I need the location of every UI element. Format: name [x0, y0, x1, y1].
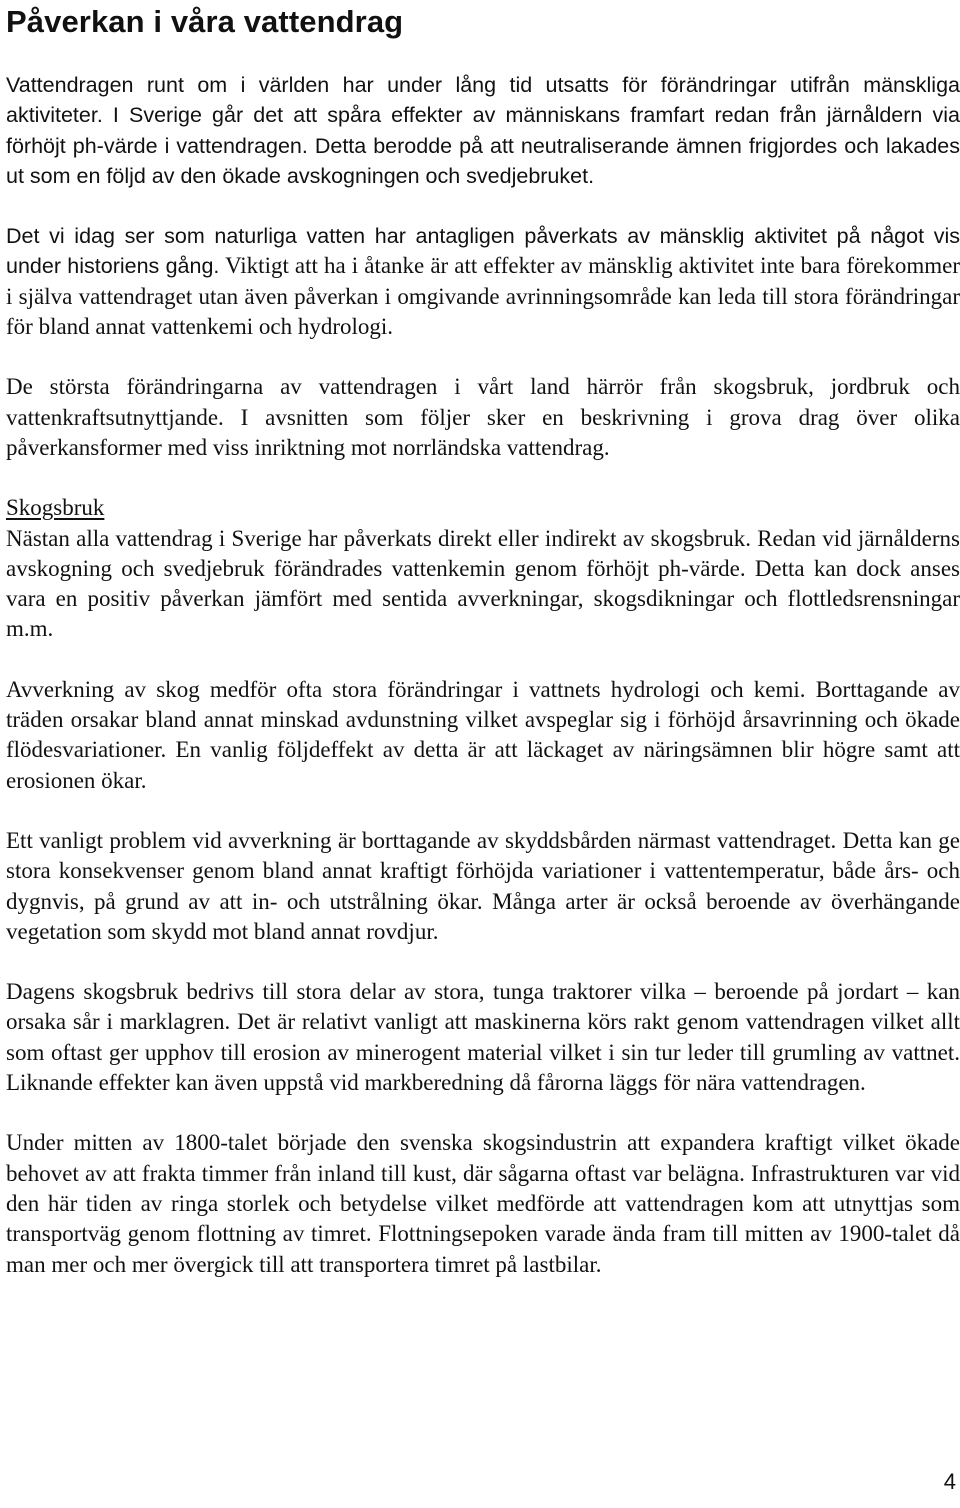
paragraph-natural-waters-lead: Det vi idag ser som naturliga vatten har antagligen påverkats av mänsklig aktivitet på något vis under historiens gång.: [6, 224, 960, 279]
paragraph-machinery: Dagens skogsbruk bedrivs till stora delar av stora, tunga traktorer vilka – beroende på jordart – kan orsaka sår i marklagren. Det är relativt vanligt att maskinerna körs rakt genom vattendragen vilket allt som oftast ger upphov till erosion av minerogent material vilket i sin tur leder till grumling av vattnet. Liknande effekter kan även uppstå vid markberedning då fårorna läggs för nära vattendragen.: [6, 979, 960, 1096]
section-heading-skogsbruk-text: Skogsbruk: [6, 495, 105, 521]
page-number: 4: [943, 1469, 956, 1494]
document-body: [6, 70, 960, 1280]
document-page: [6, 0, 960, 1280]
paragraph-natural-waters: [6, 221, 960, 342]
page-title: Påverkan i våra vattendrag: [6, 4, 404, 39]
section-heading-skogsbruk: [6, 493, 960, 523]
paragraph-natural-waters-rest: Viktigt att ha i åtanke är att effekter av mänsklig aktivitet inte bara förekommer i själva vattendraget utan även påverkan i omgivande avrinningsområde kan leda till stora förändringar för bland annat vattenkemi och hydrologi.: [6, 253, 960, 340]
paragraph-intro: [6, 70, 960, 191]
paragraph-felling: Avverkning av skog medför ofta stora förändringar i vattnets hydrologi och kemi. Borttagande av träden orsakar bland annat minskad avdunstning vilket avspeglar sig i förhöjd årsavrinning och ökade flödesvariationer. En vanlig följdeffekt av detta är att läckaget av näringsämnen blir högre samt att erosionen ökar.: [6, 676, 960, 793]
paragraph-largest-changes: De största förändringarna av vattendragen i vårt land härrör från skogsbruk, jordbruk och vattenkraftsutnyttjande. I avsnitten som följer sker en beskrivning i grova drag över olika påverkansformer med viss inriktning mot norrländska vattendrag.: [6, 374, 960, 460]
paragraph-forestry-impact: Nästan alla vattendrag i Sverige har påverkats direkt eller indirekt av skogsbruk. Redan vid järnålderns avskogning och svedjebruk förändrades vattenkemin genom förhöjt ph-värde. Detta kan dock anses vara en positiv påverkan jämfört med sentida avverkningar, skogsdikningar och flottledsrensningar m.m.: [6, 525, 960, 642]
paragraph-timber-floating: Under mitten av 1800-talet började den svenska skogsindustrin att expandera kraftigt vilket ökade behovet av att frakta timmer från inland till kust, där sågarna oftast var belägna. Infrastrukturen var vid den här tiden av ringa storlek och betydelse vilket medförde att vattendragen kom att utnyttjas som transportväg genom flottning av timret. Flottningsepoken varade ända fram till mitten av 1900-talet då man mer och mer övergick till att transportera timret på lastbilar.: [6, 1130, 960, 1277]
paragraph-buffer-zone: Ett vanligt problem vid avverkning är borttagande av skyddsbården närmast vattendraget. Detta kan ge stora konsekvenser genom bland annat kraftigt förhöjda variationer i vattentemperatur, både års- och dygnvis, på grund av att in- och utstrålning ökar. Många arter är också beroende av överhängande vegetation som skydd mot bland annat rovdjur.: [6, 827, 960, 944]
paragraph-intro-text: Vattendragen runt om i världen har under lång tid utsatts för förändringar utifrån mänskliga aktiviteter. I Sverige går det att spåra effekter av människans framfart redan från järnåldern via förhöjt ph-värde i vattendragen. Detta berodde på att neutraliserande ämnen frigjordes och lakades ut som en följd av den ökade avskogningen och svedjebruket.: [6, 73, 960, 188]
